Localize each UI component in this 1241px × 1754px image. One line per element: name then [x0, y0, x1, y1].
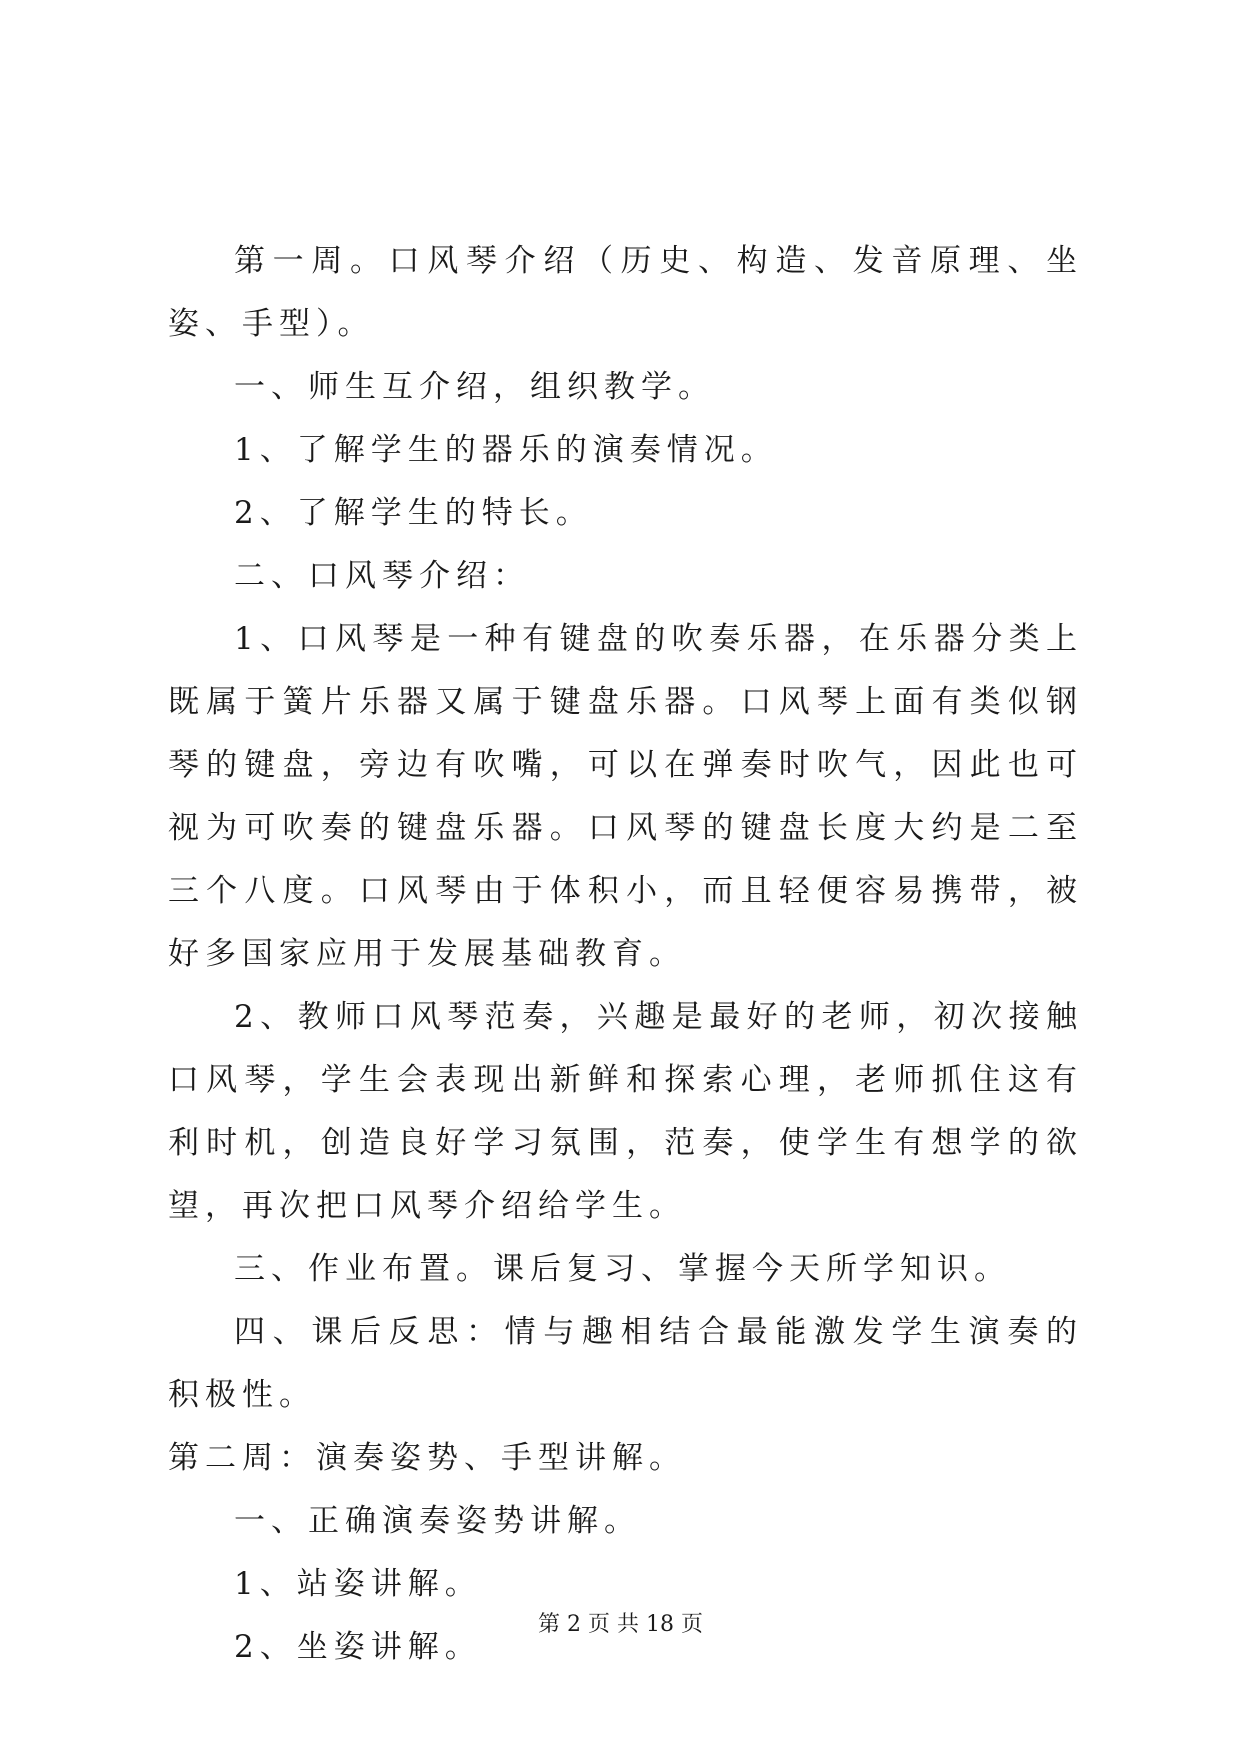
paragraph-melodica-description: 1、口风琴是一种有键盘的吹奏乐器，在乐器分类上既属于簧片乐器又属于键盘乐器。口风琴上面有类似钢琴的键盘，旁边有吹嘴，可以在弹奏时吹气，因此也可视为可吹奏的键盘乐器。口风琴的键盘长度大约是二至三个八度。口风琴由于体积小，而且轻便容易携带，被好多国家应用于发展基础教育。: [168, 621, 1083, 972]
paragraph-week1-heading: 第一周。口风琴介绍（历史、构造、发音原理、坐姿、手型）。: [168, 243, 1083, 342]
paragraph-item-1: 1、了解学生的器乐的演奏情况。: [234, 432, 778, 468]
paragraph-week2-section-1: 一、正确演奏姿势讲解。: [234, 1503, 641, 1539]
document-body: [168, 230, 1083, 1679]
paragraph-section-4: 四、课后反思：情与趣相结合最能激发学生演奏的积极性。: [168, 1314, 1083, 1413]
paragraph-section-2: 二、口风琴介绍：: [234, 558, 530, 594]
paragraph-week2-item-2: 2、坐姿讲解。: [234, 1629, 482, 1665]
paragraph-teacher-demo: 2、教师口风琴范奏，兴趣是最好的老师，初次接触口风琴，学生会表现出新鲜和探索心理，老师抓住这有利时机，创造良好学习氛围，范奏，使学生有想学的欲望，再次把口风琴介绍给学生。: [168, 999, 1083, 1224]
paragraph-item-2: 2、了解学生的特长。: [234, 495, 593, 531]
paragraph-week2-heading: 第二周：演奏姿势、手型讲解。: [168, 1440, 686, 1476]
paragraph-week2-item-1: 1、站姿讲解。: [234, 1566, 482, 1602]
paragraph-section-1: 一、师生互介绍，组织教学。: [234, 369, 715, 405]
paragraph-section-3: 三、作业布置。课后复习、掌握今天所学知识。: [234, 1251, 1011, 1287]
page-number-footer: 第 2 页 共 18 页: [538, 1612, 703, 1637]
